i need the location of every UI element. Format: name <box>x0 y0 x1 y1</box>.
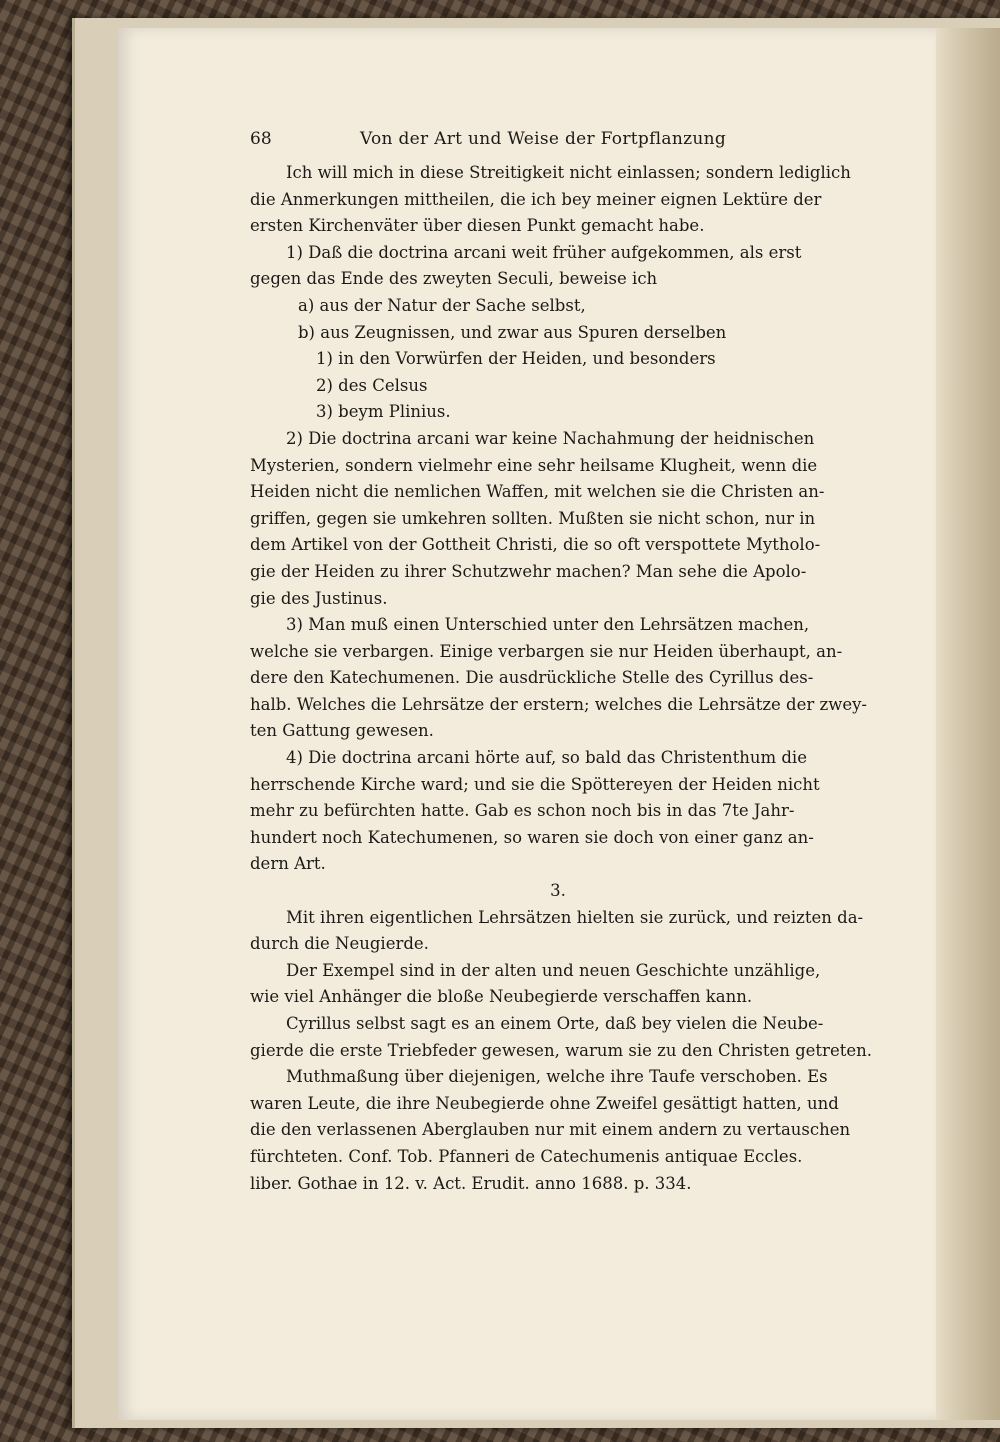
text-line: Der Exempel sind in der alten und neuen Geschichte unzählige, <box>286 960 821 980</box>
point-3 <box>250 612 866 745</box>
page-content <box>250 126 872 1197</box>
section-paragraph-2 <box>250 958 866 1011</box>
text-line: wie viel Anhänger die bloße Neubegierde verschaffen kann. <box>250 987 753 1007</box>
text-line: waren Leute, die ihre Neubegierde ohne Zweifel gesättigt hatten, und <box>250 1093 839 1113</box>
point-1-sub <box>250 293 866 346</box>
running-head: Von der Art und Weise der Fortpflanzung <box>360 129 727 149</box>
text-line: fürchteten. Conf. Tob. Pfanneri de Catechumenis antiquae Eccles. <box>250 1146 803 1166</box>
text-line: dere den Katechumenen. Die ausdrückliche Stelle des Cyrillus des- <box>250 668 814 688</box>
paragraph-1 <box>250 160 866 240</box>
text-line: halb. Welches die Lehrsätze der erstern; welches die Lehrsätze der zwey- <box>250 694 867 714</box>
text-line: 2) Die doctrina arcani war keine Nachahmung der heidnischen <box>286 428 815 448</box>
text-line: gierde die erste Triebfeder gewesen, warum sie zu den Christen getreten. <box>250 1040 872 1060</box>
page-edge <box>936 28 1000 1420</box>
text-line: die den verlassenen Aberglauben nur mit einem andern zu vertauschen <box>250 1120 851 1140</box>
text-line: Cyrillus selbst sagt es an einem Orte, daß bey vielen die Neube- <box>286 1014 824 1033</box>
section-paragraph-3 <box>250 1011 872 1064</box>
text-line: ten Gattung gewesen. <box>250 721 434 741</box>
section-paragraph-4 <box>250 1064 866 1197</box>
text-line: liber. Gothae in 12. v. Act. Erudit. anno 1688. p. 334. <box>250 1173 692 1193</box>
page-header <box>250 126 866 156</box>
text-line: griffen, gegen sie umkehren sollten. Mußten sie nicht schon, nur in <box>250 508 816 528</box>
text-line: Ich will mich in diese Streitigkeit nicht einlassen; sondern lediglich <box>286 163 851 182</box>
text-line: Mit ihren eigentlichen Lehrsätzen hielten sie zurück, und reizten da- <box>286 907 864 927</box>
text-line: a) aus der Natur der Sache selbst, <box>298 295 586 315</box>
text-line: welche sie verbargen. Einige verbargen sie nur Heiden überhaupt, an- <box>250 641 843 661</box>
text-line: Mysterien, sondern vielmehr eine sehr heilsame Klugheit, wenn die <box>250 455 818 475</box>
text-line: gie der Heiden zu ihrer Schutzwehr machen? Man sehe die Apolo- <box>250 561 807 581</box>
text-line: 2) des Celsus <box>316 375 428 395</box>
text-line: 3) Man muß einen Unterschied unter den Lehrsätzen machen, <box>286 615 810 635</box>
text-line: gegen das Ende des zweyten Seculi, beweise ich <box>250 269 658 289</box>
text-line: 1) Daß die doctrina arcani weit früher aufgekommen, als erst <box>286 242 802 262</box>
text-line: herrschende Kirche ward; und sie die Spöttereyen der Heiden nicht <box>250 774 820 794</box>
section-number: 3. <box>550 881 566 901</box>
text-line: 1) in den Vorwürfen der Heiden, und besonders <box>316 349 716 369</box>
text-line: durch die Neugierde. <box>250 934 429 954</box>
section-paragraph-1 <box>250 905 866 958</box>
text-line: b) aus Zeugnissen, und zwar aus Spuren derselben <box>298 322 727 342</box>
point-1-subsub <box>250 346 866 426</box>
text-line: dem Artikel von der Gottheit Christi, die so oft verspottete Mytholo- <box>250 535 821 555</box>
text-line: 4) Die doctrina arcani hörte auf, so bald das Christenthum die <box>286 748 807 768</box>
point-2 <box>250 426 866 612</box>
page-number: 68 <box>250 129 272 149</box>
text-line: die Anmerkungen mittheilen, die ich bey meiner eignen Lektüre der <box>250 189 822 209</box>
text-line: dern Art. <box>250 854 326 874</box>
point-1 <box>250 240 866 293</box>
text-line: mehr zu befürchten hatte. Gab es schon noch bis in das 7te Jahr- <box>250 801 795 821</box>
text-line: Muthmaßung über diejenigen, welche ihre Taufe verschoben. Es <box>286 1067 828 1087</box>
text-line: hundert noch Katechumenen, so waren sie doch von einer ganz an- <box>250 827 814 847</box>
text-line: gie des Justinus. <box>250 588 388 608</box>
text-line: ersten Kirchenväter über diesen Punkt gemacht habe. <box>250 216 705 236</box>
point-4 <box>250 745 866 878</box>
text-line: Heiden nicht die nemlichen Waffen, mit welchen sie die Christen an- <box>250 482 825 502</box>
text-line: 3) beym Plinius. <box>316 402 451 422</box>
